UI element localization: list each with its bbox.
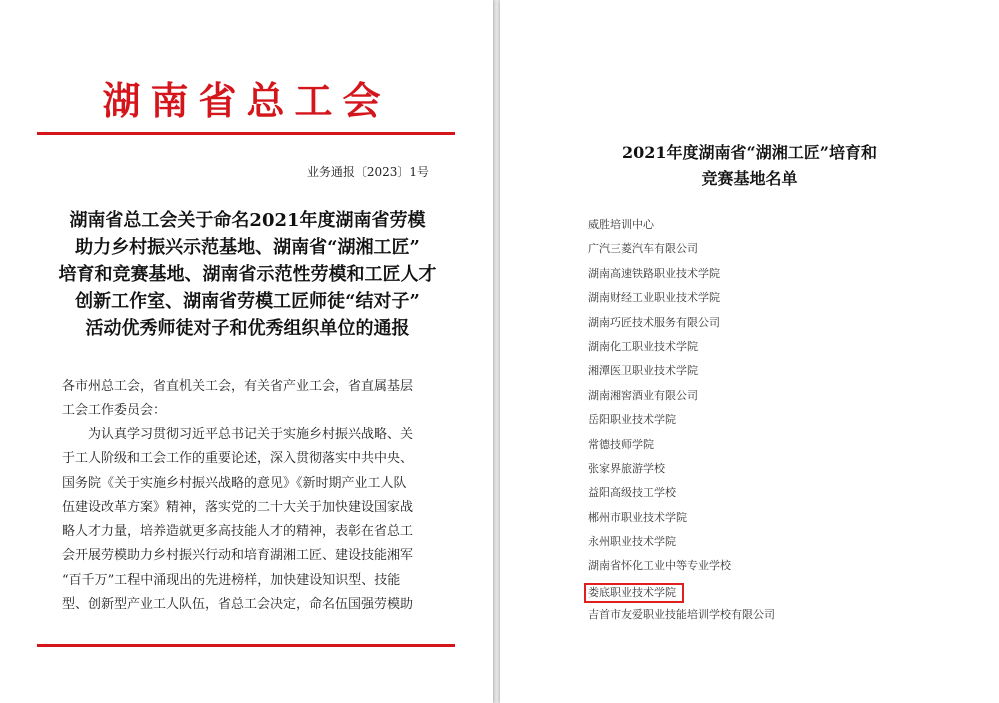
list-item-text: 湖南巧匠技术服务有限公司 bbox=[588, 315, 720, 329]
list-item-text: 广汽三菱汽车有限公司 bbox=[588, 242, 698, 256]
title-line: 培育和竞赛基地、湖南省示范性劳模和工匠人才 bbox=[58, 264, 437, 285]
list-item bbox=[588, 339, 775, 363]
list-item bbox=[588, 241, 775, 265]
list-item bbox=[588, 510, 775, 534]
body-line: 略人才力量，培养造就更多高技能人才的精神，表彰在省总工 bbox=[62, 524, 414, 540]
list-item-text: 湖南财经工业职业技术学院 bbox=[588, 291, 720, 305]
list-item-text: 湖南高速铁路职业技术学院 bbox=[588, 266, 720, 280]
list-item-text: 张家界旅游学校 bbox=[588, 461, 665, 475]
list-item-text: 常德技师学院 bbox=[588, 437, 654, 451]
list-title-line: 竞赛基地名单 bbox=[701, 169, 798, 188]
addressee-line: 工会工作委员会： bbox=[62, 403, 167, 418]
list-item bbox=[588, 412, 775, 436]
list-item bbox=[588, 461, 775, 485]
list-item-text: 湖南湘窖酒业有限公司 bbox=[588, 388, 698, 402]
list-item bbox=[588, 485, 775, 509]
bulletin-number: 业务通报〔2023〕1号 bbox=[306, 165, 429, 179]
masthead-title: 湖南省总工会 bbox=[102, 78, 391, 123]
list-title bbox=[500, 140, 999, 192]
body-paragraph bbox=[62, 423, 434, 617]
list-item-text: 岳阳职业技术学院 bbox=[588, 413, 676, 427]
body-line: 为认真学习贯彻习近平总书记关于实施乡村振兴战略、关 bbox=[62, 427, 414, 442]
list-item-text: 湖南化工职业技术学院 bbox=[588, 339, 698, 353]
right-document-page bbox=[500, 0, 999, 703]
list-title-line: 2021年度湖南省“湖湘工匠”培育和 bbox=[622, 143, 877, 162]
list-item bbox=[588, 315, 775, 339]
list-item bbox=[588, 266, 775, 290]
body-line: 伍建设改革方案》精神，落实党的二十大关于加快建设国家战 bbox=[62, 499, 414, 515]
list-item-text: 郴州市职业技术学院 bbox=[588, 510, 687, 524]
title-line: 创新工作室、湖南省劳模工匠师徒“结对子” bbox=[75, 291, 420, 312]
body-line: 型、创新型产业工人队伍，省总工会决定，命名伍国强劳模助 bbox=[62, 597, 414, 613]
list-item-text: 益阳高级技工学校 bbox=[588, 486, 676, 500]
list-item-text: 吉首市友爱职业技能培训学校有限公司 bbox=[588, 608, 775, 622]
list-item-highlighted bbox=[588, 583, 775, 607]
list-item bbox=[588, 363, 775, 387]
list-item-text: 湖南省怀化工业中等专业学校 bbox=[588, 559, 731, 573]
title-line: 助力乡村振兴示范基地、湖南省“湖湘工匠” bbox=[75, 237, 420, 258]
body-line: 于工人阶级和工会工作的重要论述，深入贯彻落实中共中央、 bbox=[62, 451, 414, 467]
base-name-list bbox=[588, 217, 775, 632]
masthead-red-line bbox=[37, 132, 455, 135]
list-item bbox=[588, 534, 775, 558]
body-line: “百千万”工程中涌现出的先进榜样，加快建设知识型、技能 bbox=[62, 572, 401, 588]
body-line: 国务院《关于实施乡村振兴战略的意见》《新时期产业工人队 bbox=[62, 475, 407, 491]
list-item bbox=[588, 607, 775, 631]
list-item-text: 永州职业技术学院 bbox=[588, 535, 676, 549]
title-line: 湖南省总工会关于命名2021年度湖南省劳模 bbox=[69, 210, 426, 231]
list-item-text: 威胜培训中心 bbox=[588, 218, 654, 231]
footer-red-line bbox=[37, 644, 455, 647]
list-item bbox=[588, 558, 775, 582]
addressee bbox=[62, 375, 442, 423]
list-item bbox=[588, 388, 775, 412]
left-document-page bbox=[0, 0, 493, 703]
list-item bbox=[588, 437, 775, 461]
list-item bbox=[588, 217, 775, 241]
addressee-line: 各市州总工会，省直机关工会，有关省产业工会，省直属基层 bbox=[62, 379, 414, 394]
list-item-text: 湘潭医卫职业技术学院 bbox=[588, 364, 698, 378]
title-line: 活动优秀师徒对子和优秀组织单位的通报 bbox=[85, 318, 410, 339]
list-item bbox=[588, 290, 775, 314]
body-line: 会开展劳模助力乡村振兴行动和培育湖湘工匠、建设技能湘军 bbox=[62, 548, 414, 564]
document-title bbox=[50, 207, 445, 342]
highlighted-list-item-text: 娄底职业技术学院 bbox=[584, 583, 684, 603]
